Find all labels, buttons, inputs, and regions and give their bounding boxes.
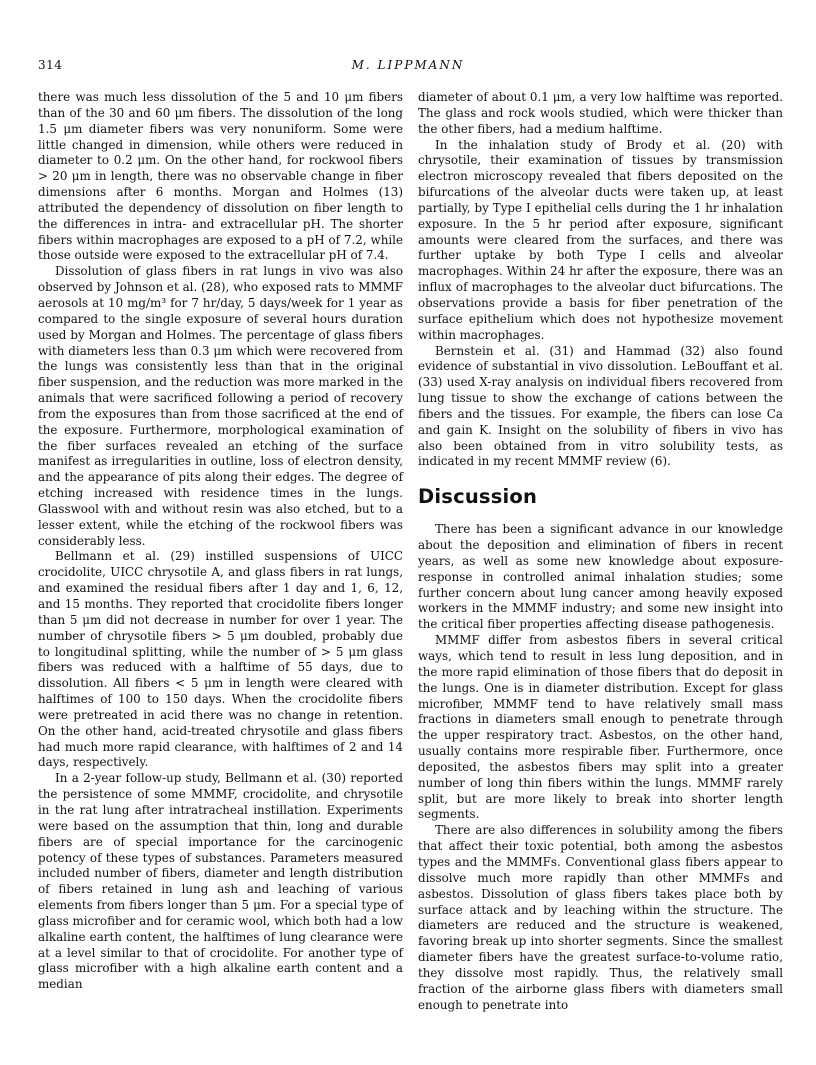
body-paragraph: In the inhalation study of Brody et al. (20) with chrysotile, their examination of tissues by transmission electron microscopy revealed that fibers deposited on the bifurcations of the alveolar ducts were taken up, at least partially, by Type I epithelial cells during the 1 hr inhalation exposure. In the 5 hr period after exposure, significant amounts were cleared from the surfaces, and there was further uptake by both Type I cells and alveolar macrophages. Within 24 hr after the exposure, there was an influx of macrophages to the alveolar duct bifurcations. The observations provide a basis for fiber penetration of the surface epithelium which does not hypothesize movement within macrophages. xyxy=(418,137,783,342)
left-column xyxy=(38,90,403,993)
body-paragraph: In a 2-year follow-up study, Bellmann et al. (30) reported the persistence of some MMMF, crocidolite, and chrysotile in the rat lung after intratracheal instillation. Experiments were based on the assumption that thin, long and durable fibers are of special importance for the carcinogenic potency of these types of substances. Parameters measured included number of fibers, diameter and length distribution of fibers retained in lung ash and leaching of various elements from fibers longer than 5 μm. For a special type of glass microfiber and for ceramic wool, which both had a low alkaline earth content, the halftimes of lung clearance were at a level similar to that of crocidolite. For another type of glass microfiber with a high alkaline earth content and a median xyxy=(38,771,403,992)
body-paragraph: Bernstein et al. (31) and Hammad (32) also found evidence of substantial in vivo dissolution. LeBouffant et al. (33) used X-ray analysis on individual fibers recovered from lung tissue to show the exchange of cations between the fibers and the tissues. For example, the fibers can lose Ca and gain K. Insight on the solubility of fibers in vivo has also been obtained from in vitro solubility tests, as indicated in my recent MMMF review (6). xyxy=(418,343,783,469)
page-number: 314 xyxy=(38,58,63,72)
body-paragraph: There are also differences in solubility among the fibers that affect their toxic potential, both among the asbestos types and the MMMFs. Conventional glass fibers appear to dissolve much more rapidly than other MMMFs and asbestos. Dissolution of glass fibers takes place both by surface attack and by leaching within the structure. The diameters are reduced and the structure is weakened, favoring break up into shorter segments. Since the smallest diameter fibers have the greatest surface-to-volume ratio, they dissolve most rapidly. Thus, the relatively small fraction of the airborne glass fibers with diameters small enough to penetrate into xyxy=(418,823,783,1012)
body-paragraph: diameter of about 0.1 μm, a very low halftime was reported. The glass and rock wools studied, which were thicker than the other fibers, had a medium halftime. xyxy=(418,90,783,136)
body-paragraph: There has been a significant advance in our knowledge about the deposition and elimination of fibers in recent years, as well as some new knowledge about exposure-response in controlled animal inhalation studies; some further concern about lung cancer among heavily exposed workers in the MMMF industry; and some new insight into the critical fiber properties affecting disease pathogenesis. xyxy=(418,522,783,632)
body-paragraph: Dissolution of glass fibers in rat lungs in vivo was also observed by Johnson et al. (28), who exposed rats to MMMF aerosols at 10 mg/m³ for 7 hr/day, 5 days/week for 1 year as compared to the single exposure of several hours duration used by Morgan and Holmes. The percentage of glass fibers with diameters less than 0.3 μm which were recovered from the lungs was consistently less than that in the original fiber suspension, and the reduction was more marked in the animals that were sacrificed following a period of recovery from the exposures than from those sacrificed at the end of the exposure. Furthermore, morphological examination of the fiber surfaces revealed an etching of the surface manifest as irregularities in outline, loss of electron density, and the appearance of pits along their edges. The degree of etching increased with residence times in the lungs. Glasswool with and without resin was also etched, but to a lesser extent, while the etching of the rockwool fibers was considerably less. xyxy=(38,264,403,548)
body-paragraph: MMMF differ from asbestos fibers in several critical ways, which tend to result in less lung deposition, and in the more rapid elimination of those fibers that do deposit in the lungs. One is in diameter distribution. Except for glass microfiber, MMMF tend to have relatively small mass fractions in diameters small enough to penetrate through the upper respiratory tract. Asbestos, on the other hand, usually contains more respirable fiber. Furthermore, once deposited, the asbestos fibers may split into a greater number of long thin fibers within the lungs. MMMF rarely split, but are more likely to break into shorter length segments. xyxy=(418,633,783,822)
body-paragraph: Bellmann et al. (29) instilled suspensions of UICC crocidolite, UICC chrysotile A, and glass fibers in rat lungs, and examined the residual fibers after 1 day and 1, 6, 12, and 15 months. They reported that crocidolite fibers longer than 5 μm did not decrease in number for over 1 year. The number of chrysotile fibers > 5 μm doubled, probably due to longitudinal splitting, while the number of > 5 μm glass fibers was reduced with a halftime of 55 days, due to dissolution. All fibers < 5 μm in length were cleared with halftimes of 100 to 150 days. When the crocidolite fibers were pretreated in acid there was no change in retention. On the other hand, acid-treated chrysotile and glass fibers had much more rapid clearance, with halftimes of 2 and 14 days, respectively. xyxy=(38,549,403,770)
right-column xyxy=(418,90,783,1013)
body-paragraph: there was much less dissolution of the 5 and 10 μm fibers than of the 30 and 60 μm fibers. The dissolution of the long 1.5 μm diameter fibers was very nonuniform. Some were little changed in dimension, while others were reduced in diameter to 0.2 μm. On the other hand, for rockwool fibers > 20 μm in length, there was no observable change in fiber dimensions after 6 months. Morgan and Holmes (13) attributed the dependency of dissolution on fiber length to the differences in intra- and extracellular pH. The shorter fibers within macrophages are exposed to a pH of 7.2, while those outside were exposed to the extracellular pH of 7.4. xyxy=(38,90,403,263)
running-head: M. LIPPMANN xyxy=(351,58,465,72)
section-heading-discussion: Discussion xyxy=(418,485,538,509)
